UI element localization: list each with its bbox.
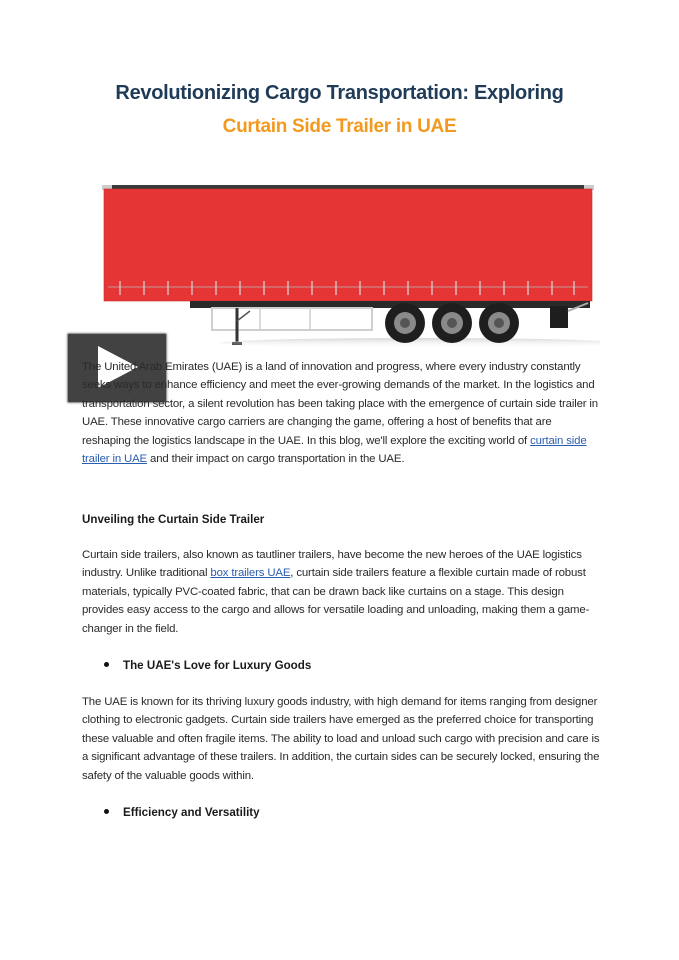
section-text-start: Curtain side trailers, also known as tautliner trailers, have become the new heroes of the UAE logistics industry. Unlike traditional: [82, 549, 582, 580]
section-paragraph: [82, 546, 602, 638]
bullet-heading-text: Efficiency and Versatility: [123, 806, 260, 819]
section-text-end: , curtain side trailers feature a flexible curtain made of robust materials, typically PVC-coated fabric, that can be drawn back like curtains on a stage. This design provides easy access to the cargo and allows for versatile loading and unloading, making them a game-changer in the field.: [82, 567, 590, 635]
trailer-image: [100, 183, 600, 348]
section-heading: Unveiling the Curtain Side Trailer: [82, 513, 265, 526]
page-title-line2: Curtain Side Trailer in UAE: [222, 116, 457, 137]
bullet-heading-luxury: [104, 659, 311, 672]
intro-text-start: The United Arab Emirates (UAE) is a land of innovation and progress, where every industry constantly seeks ways to enhance efficiency and meet the ever-growing demands of the market. In the logistics and transportation sector, a silent revolution has been taking place with the emergence of curtain side trailer in UAE. These innovative cargo carriers are changing the game, offering a host of benefits that are reshaping the logistics landscape in the UAE. In this blog, we'll explore the exciting world of: [82, 361, 598, 447]
box-trailers-link[interactable]: box trailers UAE: [210, 567, 291, 580]
bullet-heading-efficiency: [104, 806, 260, 819]
bullet-heading-text: The UAE's Love for Luxury Goods: [123, 659, 312, 672]
bullet-icon: [104, 662, 109, 667]
luxury-paragraph: The UAE is known for its thriving luxury goods industry, with high demand for items ranging from designer clothing to electronic gadgets. Curtain side trailers have emerged as the preferred choice for transporting these valuable and often fragile items. The ability to load and unload such cargo with precision and care is a significant advantage of these trailers. In addition, the curtain sides can be securely locked, ensuring the safety of the valuable goods within.: [82, 696, 600, 782]
curtain-side-trailer-link[interactable]: curtain side trailer in UAE: [82, 434, 587, 466]
page-title-line1: Revolutionizing Cargo Transportation: Exploring: [115, 82, 564, 104]
intro-text-end: and their impact on cargo transportation in the UAE.: [147, 453, 405, 466]
bullet-icon: [104, 809, 109, 814]
intro-paragraph: [82, 358, 602, 468]
